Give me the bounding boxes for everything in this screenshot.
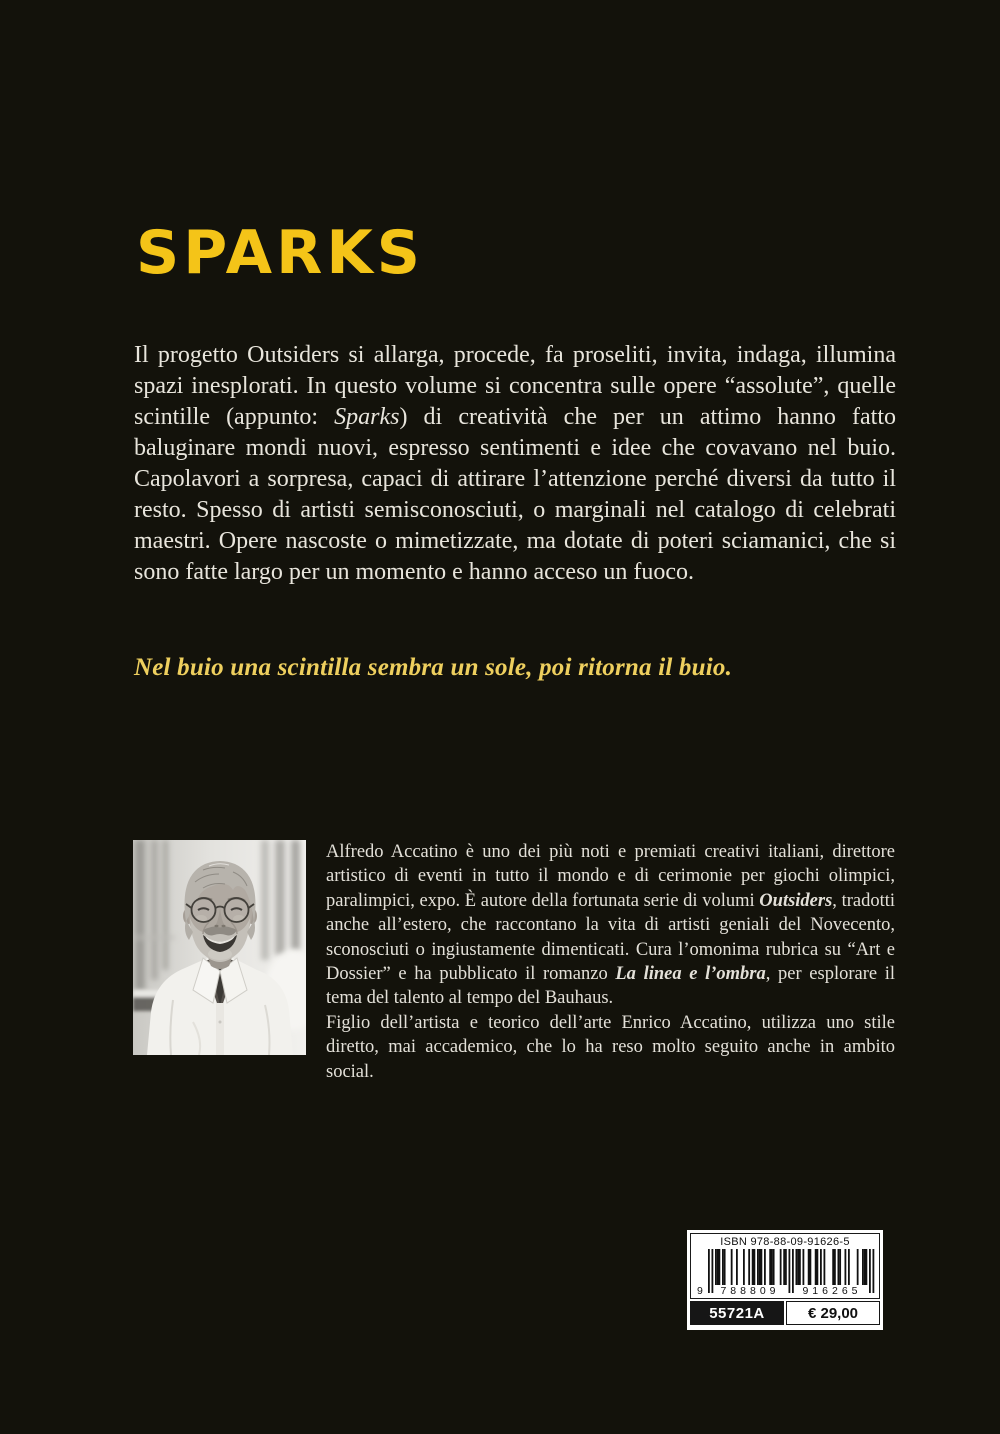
barcode-bars-wrap — [695, 1249, 875, 1299]
bio-paragraph-2: Figlio dell’artista e teorico dell’arte Enrico Accatino, utilizza uno stile diretto, mai accademico, che lo ha reso molto seguito anche in ambito social. — [326, 1012, 895, 1082]
synopsis-text-1: Il progetto Outsiders si allarga, procede, fa proseliti, invita, indaga, illumina spazi inesplorati. In questo volume si concentra sulle opere “assolute”, quelle scintille (appunto: — [134, 342, 896, 430]
synopsis-italic-word: Sparks — [334, 404, 400, 430]
price: € 29,00 — [786, 1301, 880, 1325]
bio-text-2: , tradotti anche all’estero, che raccontano la vita di artisti geniali del Novecento, sconosciuti o ingiustamente dimenticati. Cura l’omonima rubrica su “Art e Dossier” e ha pubblicato il romanzo — [326, 890, 896, 985]
bio-italic-la-linea: La linea e l’ombra — [615, 964, 766, 985]
isbn-text: ISBN 978-88-09-91626-5 — [720, 1236, 850, 1248]
author-section — [133, 840, 896, 1084]
tagline-quote: Nel buio una scintilla sembra un sole, poi ritorna il buio. — [134, 654, 733, 681]
bio-text-1: Alfredo Accatino è uno dei più noti e premiati creativi italiani, direttore artistico di eventi in tutto il mondo e di cerimonie per giochi olimpici, paralimpici, expo. È autore della fortunata serie di volumi — [326, 842, 895, 911]
bio-paragraph-1 — [326, 840, 895, 1011]
synopsis-text-2: ) di creatività che per un attimo hanno fatto baluginare mondi nuovi, espresso sentimenti e idee che covavano nel buio. Capolavori a sorpresa, capaci di attirare l’attenzione perché diversi da tutto il resto. Spesso di artisti semisconosciuti, o marginali nel catalogo di celebrati maestri. Opere nascoste o mimetizzate, ma dotate di poteri sciamanici, che si sono fatte largo per un momento e hanno acceso un fuoco. — [134, 404, 896, 585]
author-photo — [133, 840, 306, 1055]
synopsis-paragraph — [134, 340, 896, 588]
ean-digits-left: 788809 — [716, 1286, 784, 1297]
bio-italic-outsiders: Outsiders — [759, 890, 833, 911]
barcode-bottom-row — [690, 1301, 880, 1325]
bio-text-3: , per esplorare il tema del talento al tempo del Bauhaus. — [326, 964, 896, 1009]
barcode-panel — [690, 1233, 880, 1299]
ean-digits-right: 916265 — [798, 1286, 866, 1297]
book-title: SPARKS — [136, 218, 425, 288]
publisher-code: 55721A — [690, 1301, 784, 1325]
ean-digit-lead: 9 — [697, 1285, 703, 1297]
barcode-label — [687, 1230, 883, 1330]
author-bio — [326, 840, 895, 1084]
